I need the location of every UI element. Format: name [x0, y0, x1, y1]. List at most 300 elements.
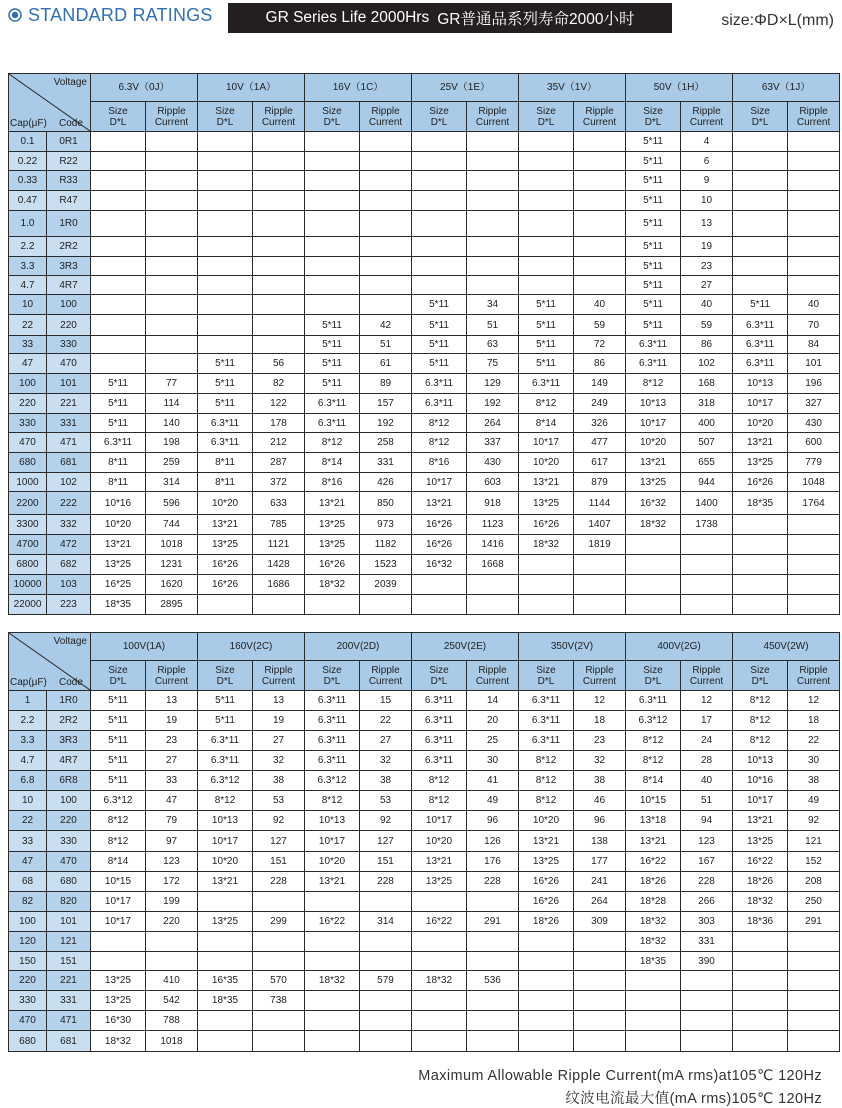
- size-cell: 13*21: [198, 515, 253, 535]
- size-subheader: Size D*L: [412, 661, 467, 691]
- size-cell: 13*25: [733, 831, 788, 852]
- size-cell: 13*21: [305, 492, 360, 515]
- table-row: [9, 535, 840, 555]
- ripple-cell: 314: [146, 473, 198, 492]
- ripple-cell: 266: [681, 892, 733, 912]
- ripple-cell: 151: [253, 852, 305, 872]
- size-cell: 8*14: [519, 414, 574, 433]
- capacitance-cell: 120: [9, 932, 47, 952]
- ripple-cell: [467, 237, 519, 257]
- code-cell: 103: [47, 575, 91, 595]
- size-cell: 8*12: [519, 394, 574, 414]
- ripple-cell: [574, 952, 626, 971]
- size-cell: 6.3*11: [412, 711, 467, 731]
- size-cell: 5*11: [626, 132, 681, 152]
- ripple-cell: [574, 595, 626, 615]
- size-cell: [519, 171, 574, 191]
- ripple-cell: [253, 211, 305, 237]
- capacitance-cell: 150: [9, 952, 47, 971]
- ripple-cell: 220: [146, 912, 198, 932]
- code-cell: 472: [47, 535, 91, 555]
- capacitance-cell: 0.1: [9, 132, 47, 152]
- size-cell: [519, 257, 574, 276]
- ripple-cell: 196: [788, 374, 840, 394]
- ripple-cell: 77: [146, 374, 198, 394]
- ripple-cell: [146, 152, 198, 171]
- size-cell: [733, 515, 788, 535]
- ripple-cell: 536: [467, 971, 519, 991]
- size-cell: 18*35: [733, 492, 788, 515]
- ripple-cell: 25: [467, 731, 519, 751]
- ripple-cell: [788, 171, 840, 191]
- ripple-cell: 1231: [146, 555, 198, 575]
- size-cell: [412, 191, 467, 211]
- size-cell: [733, 971, 788, 991]
- code-cell: 151: [47, 952, 91, 971]
- code-cell: 3R3: [47, 257, 91, 276]
- ripple-cell: 40: [681, 771, 733, 791]
- size-cell: 13*21: [626, 453, 681, 473]
- size-cell: [519, 971, 574, 991]
- size-cell: [519, 952, 574, 971]
- size-cell: 8*12: [412, 771, 467, 791]
- voltage-header: 200V(2D): [305, 633, 412, 661]
- size-cell: 5*11: [626, 211, 681, 237]
- size-cell: 6.3*11: [305, 691, 360, 711]
- ripple-cell: 101: [788, 354, 840, 374]
- ripple-cell: 59: [681, 315, 733, 336]
- table-row: [9, 912, 840, 932]
- size-cell: 5*11: [519, 295, 574, 315]
- ripple-cell: [146, 171, 198, 191]
- size-cell: 5*11: [198, 691, 253, 711]
- ripple-cell: [467, 932, 519, 952]
- ripple-cell: 1182: [360, 535, 412, 555]
- size-cell: 10*13: [626, 394, 681, 414]
- size-cell: 18*26: [733, 872, 788, 892]
- table-row: [9, 1011, 840, 1031]
- table-row: [9, 771, 840, 791]
- table-row: [9, 354, 840, 374]
- ripple-cell: 309: [574, 912, 626, 932]
- ripple-cell: 94: [681, 811, 733, 831]
- size-cell: [733, 952, 788, 971]
- ripple-cell: 1668: [467, 555, 519, 575]
- ripple-cell: 32: [253, 751, 305, 771]
- ripple-cell: 1738: [681, 515, 733, 535]
- code-cell: 220: [47, 811, 91, 831]
- ripple-cell: 617: [574, 453, 626, 473]
- table-row: [9, 711, 840, 731]
- size-cell: 13*25: [305, 535, 360, 555]
- ripple-cell: 19: [681, 237, 733, 257]
- code-cell: 221: [47, 394, 91, 414]
- size-cell: 18*32: [91, 1031, 146, 1052]
- size-cell: 13*25: [519, 492, 574, 515]
- ripple-cell: 4: [681, 132, 733, 152]
- ripple-cell: 303: [681, 912, 733, 932]
- table-row: [9, 433, 840, 453]
- ripple-cell: [146, 315, 198, 336]
- ripple-cell: 22: [360, 711, 412, 731]
- subheader-row: [9, 102, 840, 132]
- size-cell: 10*15: [91, 872, 146, 892]
- size-cell: [305, 952, 360, 971]
- size-cell: 5*11: [626, 152, 681, 171]
- table-row: [9, 575, 840, 595]
- ripple-cell: 1144: [574, 492, 626, 515]
- size-subheader: Size D*L: [305, 102, 360, 132]
- size-cell: [733, 932, 788, 952]
- ripple-cell: 779: [788, 453, 840, 473]
- size-cell: 10*15: [626, 791, 681, 811]
- size-cell: 6.3*11: [198, 414, 253, 433]
- ripple-cell: 27: [360, 731, 412, 751]
- size-cell: 8*12: [91, 811, 146, 831]
- size-cell: [733, 211, 788, 237]
- ripple-cell: [681, 535, 733, 555]
- size-cell: 10*17: [412, 811, 467, 831]
- ripple-cell: [360, 892, 412, 912]
- voltage-label: Voltage: [53, 77, 87, 88]
- ripple-cell: [574, 237, 626, 257]
- size-cell: [412, 1031, 467, 1052]
- size-cell: 18*35: [198, 991, 253, 1011]
- size-subheader: Size D*L: [626, 102, 681, 132]
- size-cell: 6.3*12: [91, 791, 146, 811]
- size-cell: [412, 595, 467, 615]
- size-cell: 16*26: [412, 515, 467, 535]
- size-cell: 13*25: [91, 971, 146, 991]
- ripple-cell: 390: [681, 952, 733, 971]
- ripple-cell: 12: [681, 691, 733, 711]
- ripple-cell: 314: [360, 912, 412, 932]
- table-row: [9, 731, 840, 751]
- ripple-cell: 291: [467, 912, 519, 932]
- ripple-cell: 331: [360, 453, 412, 473]
- code-cell: 1R0: [47, 691, 91, 711]
- ripple-cell: [574, 932, 626, 952]
- size-cell: [305, 211, 360, 237]
- size-cell: [412, 152, 467, 171]
- ripple-cell: 59: [574, 315, 626, 336]
- ripple-cell: [253, 132, 305, 152]
- ripple-cell: [467, 191, 519, 211]
- corner-header: [9, 74, 91, 132]
- series-title-cn: GR普通品系列寿命2000小时: [437, 11, 635, 28]
- table-row: [9, 952, 840, 971]
- code-cell: 332: [47, 515, 91, 535]
- ripple-cell: 1048: [788, 473, 840, 492]
- ripple-cell: [467, 276, 519, 295]
- ripple-cell: [146, 336, 198, 354]
- table-row: [9, 852, 840, 872]
- ripple-cell: [146, 952, 198, 971]
- table-row: [9, 872, 840, 892]
- ripple-cell: 23: [681, 257, 733, 276]
- size-cell: 6.3*11: [412, 751, 467, 771]
- ripple-cell: 372: [253, 473, 305, 492]
- ripple-cell: 34: [467, 295, 519, 315]
- ripple-cell: 19: [253, 711, 305, 731]
- ripple-cell: [253, 191, 305, 211]
- size-cell: 10*13: [733, 374, 788, 394]
- ripple-cell: 400: [681, 414, 733, 433]
- ripple-cell: 326: [574, 414, 626, 433]
- capacitance-cell: 1.0: [9, 211, 47, 237]
- size-cell: [91, 276, 146, 295]
- ripple-cell: [253, 892, 305, 912]
- capacitance-cell: 3300: [9, 515, 47, 535]
- size-cell: 6.3*11: [91, 433, 146, 453]
- table-row: [9, 595, 840, 615]
- size-cell: 8*12: [519, 791, 574, 811]
- table-row: [9, 191, 840, 211]
- size-cell: 5*11: [91, 751, 146, 771]
- ripple-cell: [574, 276, 626, 295]
- footnote-chinese: 纹波电流最大值(mA rms)105℃ 120Hz: [565, 1091, 822, 1107]
- size-cell: [91, 932, 146, 952]
- ripple-cell: 2895: [146, 595, 198, 615]
- size-cell: 10*20: [412, 831, 467, 852]
- table-row: [9, 295, 840, 315]
- size-cell: [733, 257, 788, 276]
- ripple-subheader: Ripple Current: [788, 661, 840, 691]
- size-subheader: Size D*L: [91, 661, 146, 691]
- size-cell: 8*12: [626, 374, 681, 394]
- voltage-header: 250V(2E): [412, 633, 519, 661]
- ripple-cell: 152: [788, 852, 840, 872]
- voltage-header: 16V（1C）: [305, 74, 412, 102]
- table-row: [9, 257, 840, 276]
- ripple-cell: [788, 932, 840, 952]
- ripple-cell: [253, 1031, 305, 1052]
- size-cell: 8*12: [626, 731, 681, 751]
- ripple-cell: 410: [146, 971, 198, 991]
- table-row: [9, 414, 840, 433]
- section-title-text: STANDARD RATINGS: [28, 4, 213, 25]
- ripple-cell: [467, 575, 519, 595]
- size-cell: 13*21: [733, 811, 788, 831]
- capacitance-cell: 330: [9, 414, 47, 433]
- ripple-cell: [574, 152, 626, 171]
- size-cell: 5*11: [305, 354, 360, 374]
- size-cell: 16*22: [733, 852, 788, 872]
- ripple-cell: [253, 952, 305, 971]
- ripple-cell: [467, 152, 519, 171]
- capacitance-cell: 3.3: [9, 731, 47, 751]
- ripple-cell: 12: [574, 691, 626, 711]
- ripple-cell: [253, 276, 305, 295]
- size-cell: [91, 152, 146, 171]
- ripple-cell: [788, 1011, 840, 1031]
- table-row: [9, 276, 840, 295]
- table-row: [9, 315, 840, 336]
- size-cell: 10*17: [412, 473, 467, 492]
- ripple-cell: 13: [146, 691, 198, 711]
- code-cell: 102: [47, 473, 91, 492]
- size-cell: 6.3*11: [305, 414, 360, 433]
- ripple-cell: 18: [574, 711, 626, 731]
- capacitance-cell: 33: [9, 831, 47, 852]
- size-cell: [198, 191, 253, 211]
- size-cell: [733, 555, 788, 575]
- size-cell: 10*17: [91, 912, 146, 932]
- ripple-cell: 6: [681, 152, 733, 171]
- ripple-cell: [681, 555, 733, 575]
- code-cell: 330: [47, 831, 91, 852]
- size-cell: 13*21: [198, 872, 253, 892]
- size-cell: 5*11: [626, 295, 681, 315]
- size-cell: 8*14: [305, 453, 360, 473]
- size-cell: 10*20: [91, 515, 146, 535]
- code-cell: 331: [47, 414, 91, 433]
- ripple-cell: 542: [146, 991, 198, 1011]
- code-cell: 471: [47, 1011, 91, 1031]
- size-cell: [733, 276, 788, 295]
- ripple-cell: 1686: [253, 575, 305, 595]
- voltage-header: 100V(1A): [91, 633, 198, 661]
- size-cell: 16*26: [519, 872, 574, 892]
- ripple-cell: [360, 295, 412, 315]
- size-cell: 8*12: [519, 751, 574, 771]
- size-cell: 6.3*11: [198, 731, 253, 751]
- ripple-cell: 38: [360, 771, 412, 791]
- size-cell: 8*14: [626, 771, 681, 791]
- ripple-cell: 477: [574, 433, 626, 453]
- ripple-cell: 177: [574, 852, 626, 872]
- ripple-subheader: Ripple Current: [360, 102, 412, 132]
- ripple-cell: 86: [681, 336, 733, 354]
- size-cell: 8*11: [91, 473, 146, 492]
- code-cell: 4R7: [47, 751, 91, 771]
- ripple-cell: 291: [788, 912, 840, 932]
- size-cell: [198, 152, 253, 171]
- ripple-cell: [788, 555, 840, 575]
- size-subheader: Size D*L: [91, 102, 146, 132]
- size-cell: 5*11: [412, 336, 467, 354]
- ripple-cell: 258: [360, 433, 412, 453]
- size-cell: [519, 211, 574, 237]
- size-cell: 6.3*11: [626, 336, 681, 354]
- size-cell: 16*22: [412, 912, 467, 932]
- ripple-cell: [146, 211, 198, 237]
- ripple-cell: [467, 171, 519, 191]
- ripple-cell: 114: [146, 394, 198, 414]
- code-cell: 6R8: [47, 771, 91, 791]
- size-cell: [198, 336, 253, 354]
- size-cell: 5*11: [305, 315, 360, 336]
- ripple-cell: 72: [574, 336, 626, 354]
- size-cell: 16*32: [412, 555, 467, 575]
- size-cell: [733, 191, 788, 211]
- code-cell: 681: [47, 453, 91, 473]
- ripple-cell: 140: [146, 414, 198, 433]
- size-cell: [91, 952, 146, 971]
- ripple-cell: 82: [253, 374, 305, 394]
- size-cell: 18*35: [91, 595, 146, 615]
- ripple-cell: 102: [681, 354, 733, 374]
- size-cell: 6.3*12: [626, 711, 681, 731]
- size-cell: [198, 1011, 253, 1031]
- size-cell: 6.3*11: [305, 751, 360, 771]
- size-cell: 5*11: [626, 191, 681, 211]
- ripple-cell: 53: [360, 791, 412, 811]
- size-cell: 10*13: [198, 811, 253, 831]
- ripple-cell: [253, 257, 305, 276]
- code-cell: 680: [47, 872, 91, 892]
- size-cell: [305, 595, 360, 615]
- size-cell: 6.3*11: [733, 336, 788, 354]
- size-cell: [519, 595, 574, 615]
- code-cell: 121: [47, 932, 91, 952]
- size-cell: 13*21: [626, 831, 681, 852]
- code-cell: R22: [47, 152, 91, 171]
- footnote-english: Maximum Allowable Ripple Current(mA rms)at105℃ 120Hz: [418, 1068, 822, 1084]
- size-cell: 10*17: [626, 414, 681, 433]
- table-row: [9, 237, 840, 257]
- ripple-cell: 27: [146, 751, 198, 771]
- size-cell: [305, 295, 360, 315]
- ripple-cell: [467, 991, 519, 1011]
- ripple-cell: 264: [467, 414, 519, 433]
- size-cell: 10*20: [198, 852, 253, 872]
- size-cell: 6.3*11: [198, 751, 253, 771]
- ripple-subheader: Ripple Current: [574, 102, 626, 132]
- size-cell: [412, 892, 467, 912]
- voltage-header-row: [9, 633, 840, 661]
- ripple-cell: 51: [467, 315, 519, 336]
- ripple-cell: [574, 191, 626, 211]
- size-cell: 5*11: [412, 315, 467, 336]
- ripple-cell: [681, 1031, 733, 1052]
- ripple-cell: [360, 171, 412, 191]
- capacitance-cell: 100: [9, 912, 47, 932]
- ripple-cell: [467, 211, 519, 237]
- size-subheader: Size D*L: [519, 661, 574, 691]
- capacitance-cell: 2.2: [9, 237, 47, 257]
- size-cell: 10*20: [733, 414, 788, 433]
- size-cell: 10*20: [305, 852, 360, 872]
- size-cell: 6.3*11: [733, 354, 788, 374]
- corner-header: [9, 633, 91, 691]
- ripple-cell: 918: [467, 492, 519, 515]
- ripple-cell: 14: [467, 691, 519, 711]
- ripple-subheader: Ripple Current: [788, 102, 840, 132]
- capacitance-cell: 1000: [9, 473, 47, 492]
- size-cell: 16*26: [305, 555, 360, 575]
- code-cell: 4R7: [47, 276, 91, 295]
- ripple-cell: 198: [146, 433, 198, 453]
- ripple-subheader: Ripple Current: [467, 661, 519, 691]
- code-cell: 100: [47, 791, 91, 811]
- ripple-cell: [788, 211, 840, 237]
- size-cell: [198, 932, 253, 952]
- table-row: [9, 892, 840, 912]
- capacitance-cell: 0.33: [9, 171, 47, 191]
- size-cell: 16*26: [519, 515, 574, 535]
- size-cell: [519, 237, 574, 257]
- ripple-cell: [681, 1011, 733, 1031]
- voltage-header-row: [9, 74, 840, 102]
- size-cell: 18*26: [626, 872, 681, 892]
- ripple-cell: 126: [467, 831, 519, 852]
- ripple-cell: [360, 132, 412, 152]
- ripple-cell: 22: [788, 731, 840, 751]
- size-cell: 13*21: [733, 433, 788, 453]
- code-cell: R47: [47, 191, 91, 211]
- size-cell: 8*12: [733, 731, 788, 751]
